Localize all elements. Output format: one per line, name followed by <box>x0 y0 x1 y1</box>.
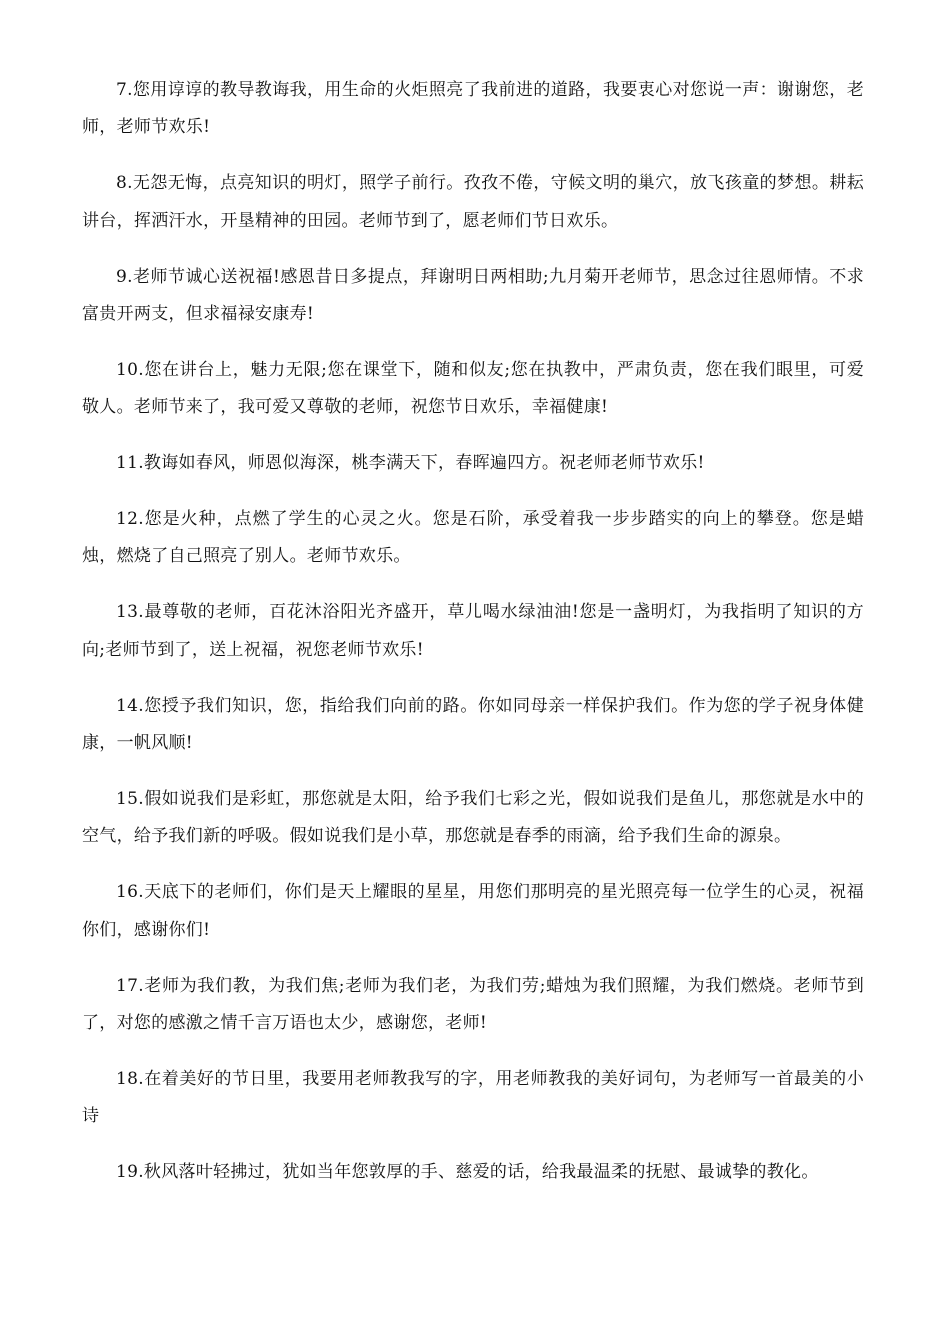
paragraph-14: 14.您授予我们知识，您，指给我们向前的路。你如同母亲一样保护我们。作为您的学子祝身体健康，一帆风顺! <box>82 695 864 753</box>
paragraph-7: 7.您用谆谆的教导教诲我，用生命的火炬照亮了我前进的道路，我要衷心对您说一声：谢谢您，老师，老师节欢乐! <box>82 80 864 138</box>
paragraph-10: 10.您在讲台上，魅力无限;您在课堂下，随和似友;您在执教中，严肃负责，您在我们眼里，可爱敬人。老师节来了，我可爱又尊敬的老师，祝您节日欢乐，幸福健康! <box>82 359 864 418</box>
paragraph-16: 16.天底下的老师们，你们是天上耀眼的星星，用您们那明亮的星光照亮每一位学生的心灵，祝福你们，感谢你们! <box>82 882 864 940</box>
document-body <box>82 72 864 1210</box>
paragraph-9: 9.老师节诚心送祝福!感恩昔日多提点，拜谢明日两相助;九月菊开老师节，思念过往恩师情。不求富贵开两支，但求福禄安康寿! <box>82 266 864 324</box>
paragraph-11: 11.教诲如春风，师恩似海深，桃李满天下，春晖遍四方。祝老师老师节欢乐! <box>116 453 705 474</box>
paragraph-13: 13.最尊敬的老师，百花沐浴阳光齐盛开，草儿喝水绿油油!您是一盏明灯，为我指明了知识的方向;老师节到了，送上祝福，祝您老师节欢乐! <box>82 602 864 660</box>
paragraph-17: 17.老师为我们教，为我们焦;老师为我们老，为我们劳;蜡烛为我们照耀，为我们燃烧。老师节到了，对您的感激之情千言万语也太少，感谢您，老师! <box>82 975 864 1033</box>
paragraph-18: 18.在着美好的节日里，我要用老师教我写的字，用老师教我的美好词句，为老师写一首最美的小诗 <box>82 1068 864 1127</box>
paragraph-15: 15.假如说我们是彩虹，那您就是太阳，给予我们七彩之光，假如说我们是鱼儿，那您就是水中的空气，给予我们新的呼吸。假如说我们是小草，那您就是春季的雨滴，给予我们生命的源泉。 <box>82 788 864 847</box>
paragraph-8: 8.无怨无悔，点亮知识的明灯，照学子前行。孜孜不倦，守候文明的巢穴，放飞孩童的梦想。耕耘讲台，挥洒汗水，开垦精神的田园。老师节到了，愿老师们节日欢乐。 <box>82 173 864 231</box>
paragraph-12: 12.您是火种，点燃了学生的心灵之火。您是石阶，承受着我一步步踏实的向上的攀登。您是蜡烛，燃烧了自己照亮了别人。老师节欢乐。 <box>82 509 864 567</box>
paragraph-19: 19.秋风落叶轻拂过，犹如当年您敦厚的手、慈爱的话，给我最温柔的抚慰、最诚挚的教化。 <box>116 1162 819 1183</box>
